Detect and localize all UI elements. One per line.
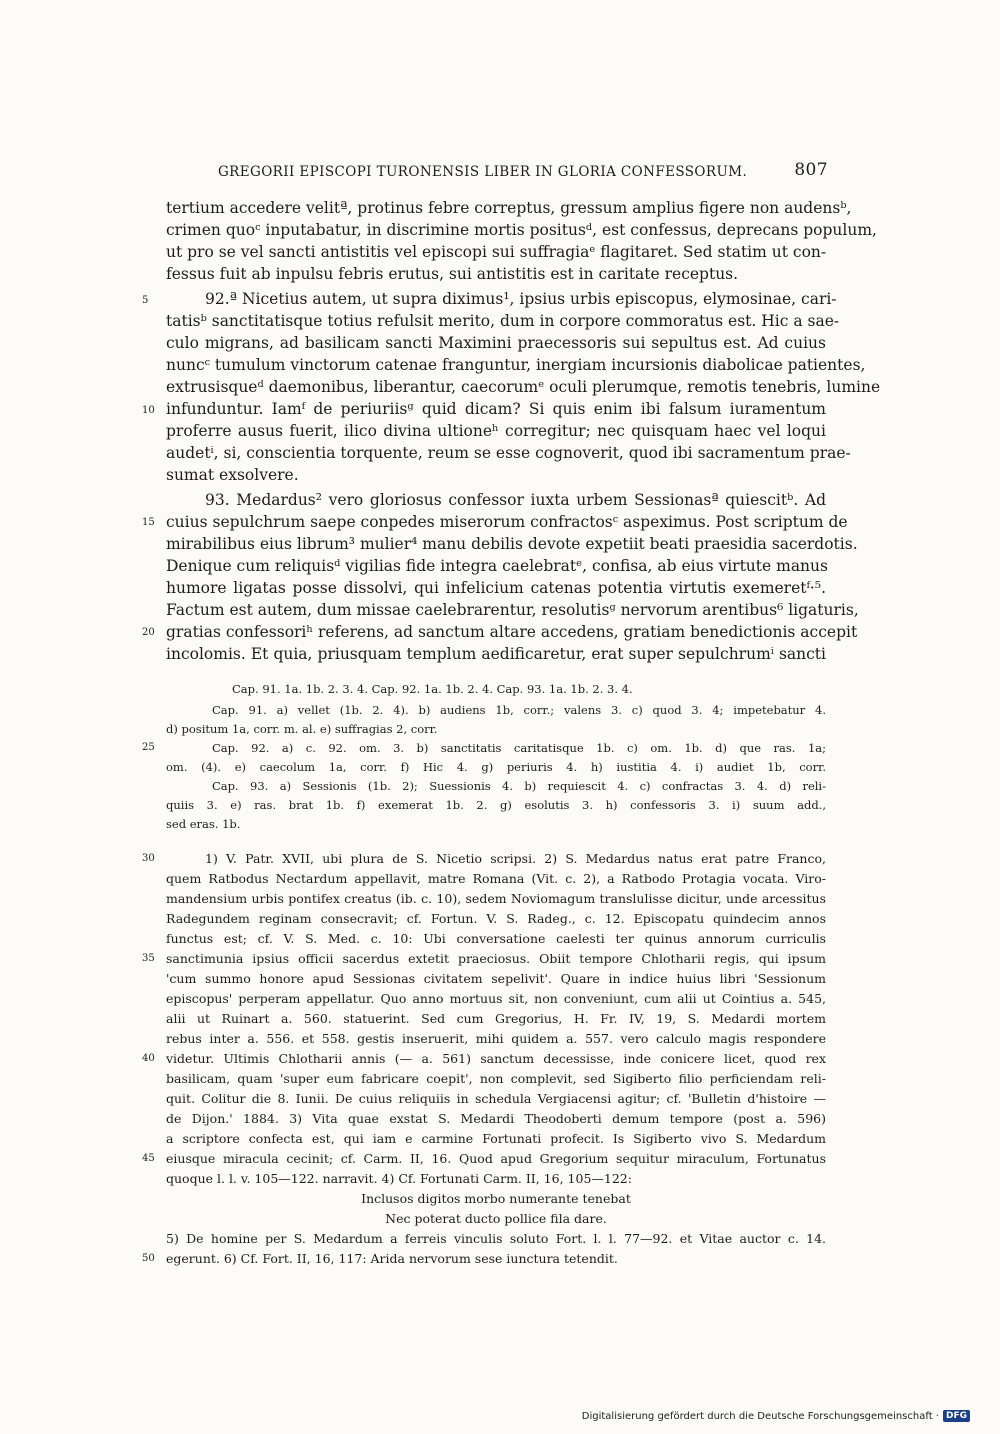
footnote-line: mandensium urbis pontifex creatus (ib. c. 10), sedem Noviomagum translulisse dicitur, unde arcessitus	[166, 891, 826, 906]
body-line: gratias confessoriʰ referens, ad sanctum altare accedens, gratiam benedictionis accepit	[166, 623, 858, 641]
footnote-line: quit. Colitur die 8. Iunii. De cuius reliquiis in schedula Vergiacensi agitur; cf. 'Bulletin d'histoire —	[166, 1091, 826, 1106]
line-number: 30	[142, 853, 155, 864]
footnote-line: quem Ratbodus Nectardum appellavit, matre Romana (Vit. c. 2), a Ratbodo Protagia vocata. Viro-	[166, 871, 826, 886]
body-line: Denique cum reliquisᵈ vigilias fide integra caelebratᵉ, confisa, ab eius virtute manus	[166, 557, 828, 575]
footnote-line: egerunt. 6) Cf. Fort. II, 16, 117: Arida nervorum sese iunctura tetendit.	[166, 1251, 618, 1266]
footnote-line: quoque l. l. v. 105—122. narravit. 4) Cf. Fortunati Carm. II, 16, 105—122:	[166, 1171, 632, 1186]
verse-line: Inclusos digitos morbo numerante tenebat	[361, 1191, 631, 1206]
footnote-line: 'cum summo honore apud Sessionas civitatem sepelivit'. Quare in indice huius libri 'Sessionum	[166, 971, 826, 986]
body-line: crimen quoᶜ inputabatur, in discrimine mortis positusᵈ, est confessus, deprecans populum,	[166, 221, 877, 239]
apparatus-line: sed eras. 1b.	[166, 817, 241, 831]
page-number: 807	[794, 160, 828, 180]
body-line: incolomis. Et quia, priusquam templum aedificaretur, erat super sepulchrumⁱ sancti	[166, 645, 826, 663]
line-number: 10	[142, 405, 155, 416]
apparatus-line: Cap. 91. a) vellet (1b. 2. 4). b) audiens 1b, corr.; valens 3. c) quod 3. 4; impetebatur 4.	[212, 703, 826, 717]
body-line: 93. Medardus² vero gloriosus confessor iuxta urbem Sessionasª quiescitᵇ. Ad	[205, 491, 826, 509]
body-line: fessus fuit ab inpulsu febris erutus, sui antistitis est in caritate receptus.	[166, 265, 739, 283]
running-header	[218, 160, 828, 184]
line-number: 45	[142, 1153, 155, 1164]
footnote-line: eiusque miracula cecinit; cf. Carm. II, 16. Quod apud Gregorium sequitur miraculum, Fortunatus	[166, 1151, 826, 1166]
apparatus-line: Cap. 92. a) c. 92. om. 3. b) sanctitatis caritatisque 1b. c) om. 1b. d) que ras. 1a;	[212, 741, 826, 755]
body-line: proferre ausus fuerit, ilico divina ultioneʰ corregitur; nec quisquam haec vel loqui	[166, 422, 826, 440]
dfg-logo: DFG	[943, 1410, 970, 1422]
footnote-line: basilicam, quam 'super eum fabricare coepit', non complevit, sed Sigiberto filio perficiendam reli-	[166, 1071, 826, 1086]
footnote-line: de Dijon.' 1884. 3) Vita quae exstat S. Medardi Theodoberti demum tempore (post a. 596)	[166, 1111, 826, 1126]
body-line: tatisᵇ sanctitatisque totius refulsit merito, dum in corpore commoratus est. Hic a sae-	[166, 312, 840, 330]
footnote-line: Radegundem reginam consecravit; cf. Fortun. V. S. Radeg., c. 12. Episcopatu quindecim annos	[166, 911, 826, 926]
line-number: 40	[142, 1053, 155, 1064]
header-title: GREGORII EPISCOPI TURONENSIS LIBER IN GLORIA CONFESSORUM.	[218, 164, 748, 180]
footnote-line: 5) De homine per S. Medardum a ferreis vinculis soluto Fort. l. l. 77—92. et Vitae auctor c. 14.	[166, 1231, 826, 1246]
body-line: mirabilibus eius librum³ mulier⁴ manu debilis devote expetiit beati praesidia sacerdotis.	[166, 535, 858, 553]
body-line: sumat exsolvere.	[166, 466, 299, 484]
apparatus-line: quiis 3. e) ras. brat 1b. f) exemerat 1b. 2. g) esolutis 3. h) confessoris 3. i) suum add.,	[166, 798, 826, 812]
body-line: extrusisqueᵈ daemonibus, liberantur, caecorumᵉ oculi plerumque, remotis tenebris, lumine	[166, 378, 881, 396]
body-line: ut pro se vel sancti antistitis vel episcopi sui suffragiaᵉ flagitaret. Sed statim ut con-	[166, 243, 827, 261]
line-number: 15	[142, 517, 155, 528]
body-line: nuncᶜ tumulum vinctorum catenae franguntur, inergiam incursionis diabolicae patientes,	[166, 356, 866, 374]
line-number: 5	[142, 295, 149, 306]
verse-line: Nec poterat ducto pollice fila dare.	[385, 1211, 607, 1226]
footnote-line: rebus inter a. 556. et 558. gestis inseruerit, mihi quidem a. 557. vero calculo magis respondere	[166, 1031, 826, 1046]
footnote-line: 1) V. Patr. XVII, ubi plura de S. Nicetio scripsi. 2) S. Medardus natus erat patre Franco,	[205, 851, 826, 866]
footnote-line: alii ut Ruinart a. 560. statuerint. Sed cum Gregorius, H. Fr. IV, 19, S. Medardi mortem	[166, 1011, 826, 1026]
line-number: 25	[142, 742, 155, 753]
apparatus-line: om. (4). e) caecolum 1a, corr. f) Hic 4. g) periuris 4. h) iustitia 4. i) audiet 1b, corr.	[166, 760, 826, 774]
apparatus-line: Cap. 91. 1a. 1b. 2. 3. 4. Cap. 92. 1a. 1b. 2. 4. Cap. 93. 1a. 1b. 2. 3. 4.	[232, 682, 633, 696]
footnote-line: a scriptore confecta est, qui iam e carmine Fortunati profecit. Is Sigiberto vivo S. Medardum	[166, 1131, 826, 1146]
line-number: 50	[142, 1253, 155, 1264]
body-line: humore ligatas posse dissolvi, qui infelicium catenas potentia virtutis exemeretᶠ·⁵.	[166, 579, 826, 597]
body-line: 92.ª Nicetius autem, ut supra diximus¹, ipsius urbis episcopus, elymosinae, cari-	[205, 290, 837, 308]
apparatus-line: d) positum 1a, corr. m. al. e) suffragias 2, corr.	[166, 722, 438, 736]
line-number: 35	[142, 953, 155, 964]
footnote-line: videtur. Ultimis Chlotharii annis (— a. 561) sanctum decessisse, inde conicere licet, quod rex	[166, 1051, 826, 1066]
body-line: Factum est autem, dum missae caelebrarentur, resolutisᵍ nervorum arentibus⁶ ligaturis,	[166, 601, 859, 619]
body-line: culo migrans, ad basilicam sancti Maximini praecessoris sui sepultus est. Ad cuius	[166, 334, 826, 352]
digitization-footer	[582, 1410, 970, 1422]
body-line: audetⁱ, si, conscientia torquente, reum se esse cognoverit, quod ibi sacramentum prae-	[166, 444, 851, 462]
footer-text: Digitalisierung gefördert durch die Deutsche Forschungsgemeinschaft ·	[581, 1410, 939, 1422]
footnote-line: episcopus' perperam appellatur. Quo anno mortuus sit, non conveniunt, cum alii ut Cointius a. 545,	[166, 991, 826, 1006]
body-line: tertium accedere velitª, protinus febre correptus, gressum amplius figere non audensᵇ,	[166, 199, 852, 217]
body-line: cuius sepulchrum saepe conpedes miserorum confractosᶜ aspeximus. Post scriptum de	[166, 513, 848, 531]
line-number: 20	[142, 627, 155, 638]
body-line: infunduntur. Iamᶠ de periuriisᵍ quid dicam? Si quis enim ibi falsum iuramentum	[166, 400, 826, 418]
apparatus-line: Cap. 93. a) Sessionis (1b. 2); Suessionis 4. b) requiescit 4. c) confractas 3. 4. d) reli-	[212, 779, 826, 793]
footnote-line: sanctimunia ipsius officii sacerdus extetit praeciosus. Obiit tempore Chlotharii regis, qui ipsum	[166, 951, 826, 966]
footnote-line: functus est; cf. V. S. Med. c. 10: Ubi conversatione caelesti ter quinus annorum curriculis	[166, 931, 826, 946]
